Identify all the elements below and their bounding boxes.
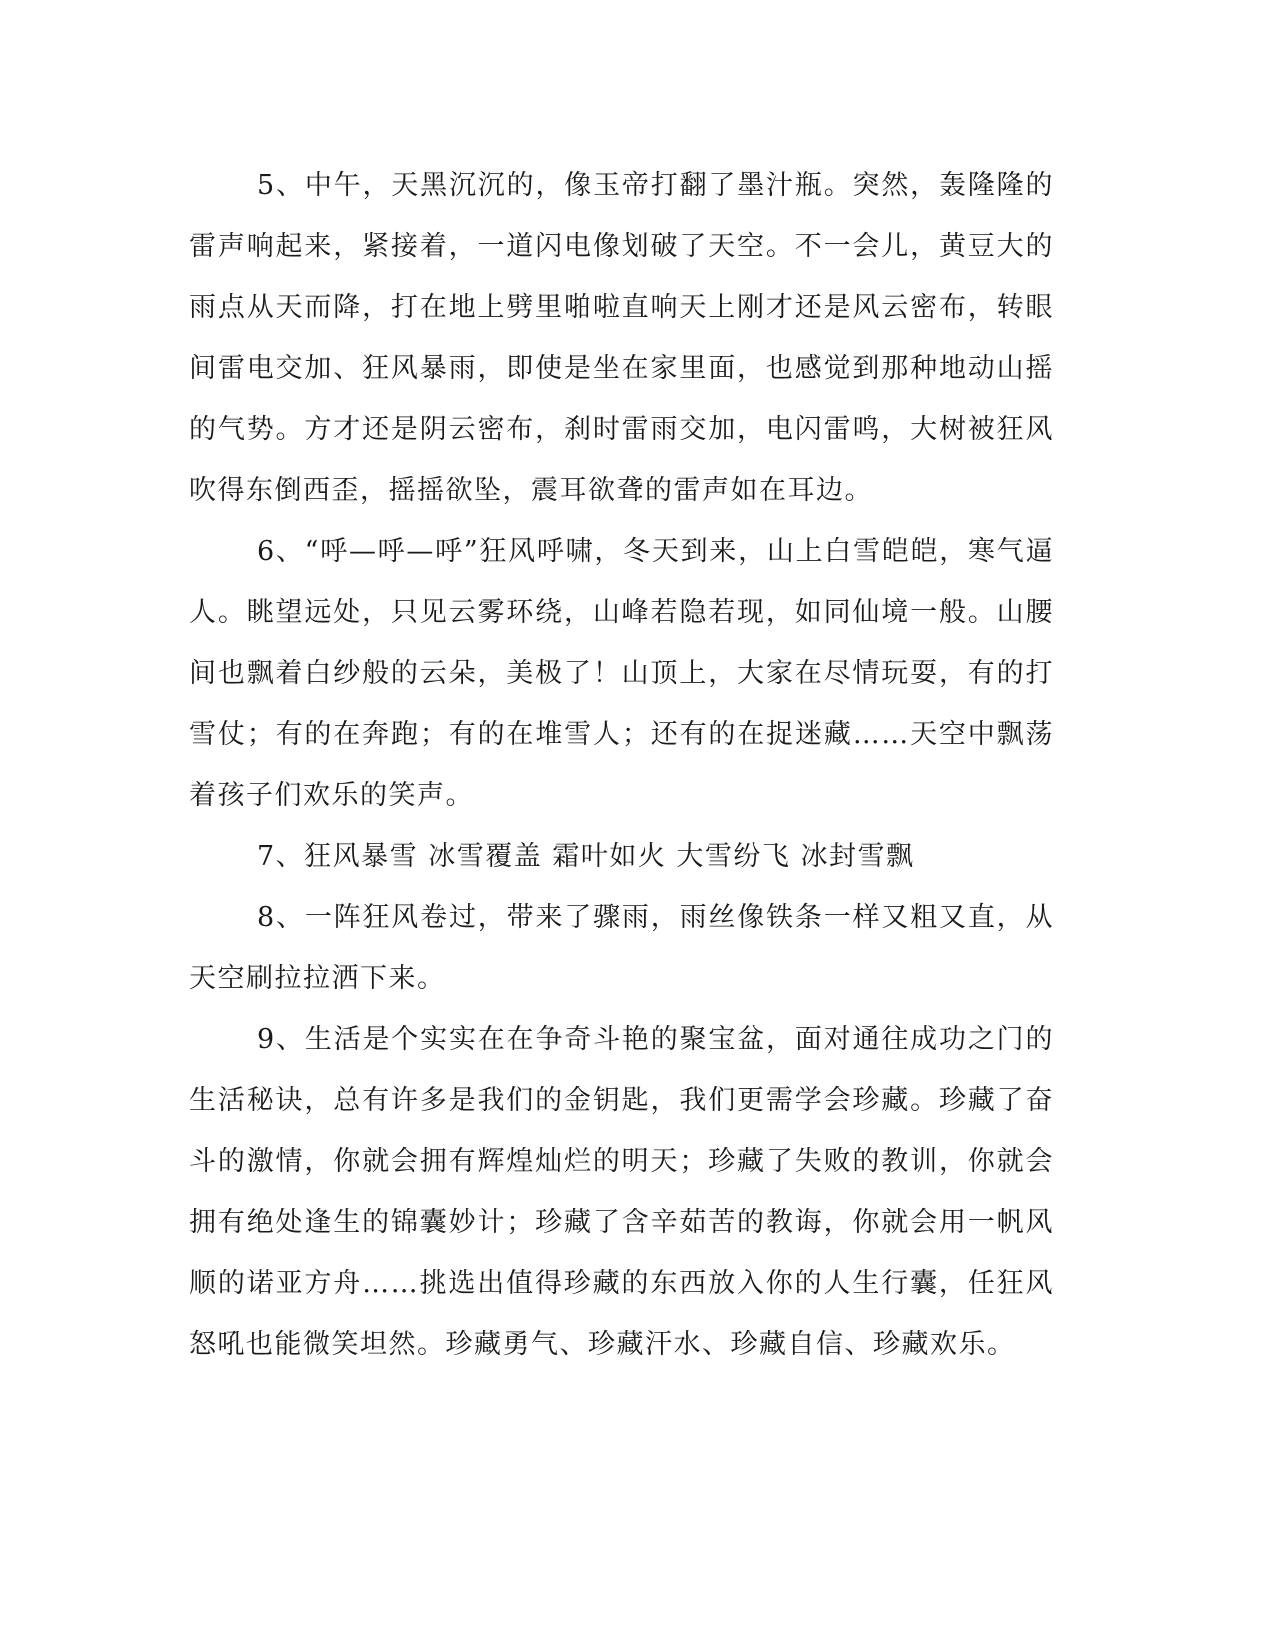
paragraph-7: 7、狂风暴雪 冰雪覆盖 霜叶如火 大雪纷飞 冰封雪飘	[257, 841, 915, 872]
paragraph-5: 5、中午，天黑沉沉的，像玉帝打翻了墨汁瓶。突然，轰隆隆的雷声响起来，紧接着，一道闪电像划破了天空。不一会儿，黄豆大的雨点从天而降，打在地上劈里啪啦直响天上刚才还是风云密布，转眼间雷电交加、狂风暴雨，即使是坐在家里面，也感觉到那种地动山摇的气势。方才还是阴云密布，刹时雷雨交加，电闪雷鸣，大树被狂风吹得东倒西歪，摇摇欲坠，震耳欲聋的雷声如在耳边。	[189, 170, 1054, 506]
paragraph-6: 6、“呼—呼—呼”狂风呼啸，冬天到来，山上白雪皑皑，寒气逼人。眺望远处，只见云雾环绕，山峰若隐若现，如同仙境一般。山腰间也飘着白纱般的云朵，美极了！山顶上，大家在尽情玩耍，有的打雪仗；有的在奔跑；有的在堆雪人；还有的在捉迷藏……天空中飘荡着孩子们欢乐的笑声。	[189, 536, 1054, 811]
paragraph-8: 8、一阵狂风卷过，带来了骤雨，雨丝像铁条一样又粗又直，从天空刷拉拉洒下来。	[189, 902, 1054, 994]
paragraph-9: 9、生活是个实实在在争奇斗艳的聚宝盆，面对通往成功之门的生活秘诀，总有许多是我们的金钥匙，我们更需学会珍藏。珍藏了奋斗的激情，你就会拥有辉煌灿烂的明天；珍藏了失败的教训，你就会拥有绝处逢生的锦囊妙计；珍藏了含辛茹苦的教诲，你就会用一帆风顺的诺亚方舟……挑选出值得珍藏的东西放入你的人生行囊，任狂风怒吼也能微笑坦然。珍藏勇气、珍藏汗水、珍藏自信、珍藏欢乐。	[189, 1024, 1054, 1360]
document-body	[189, 155, 1054, 1375]
